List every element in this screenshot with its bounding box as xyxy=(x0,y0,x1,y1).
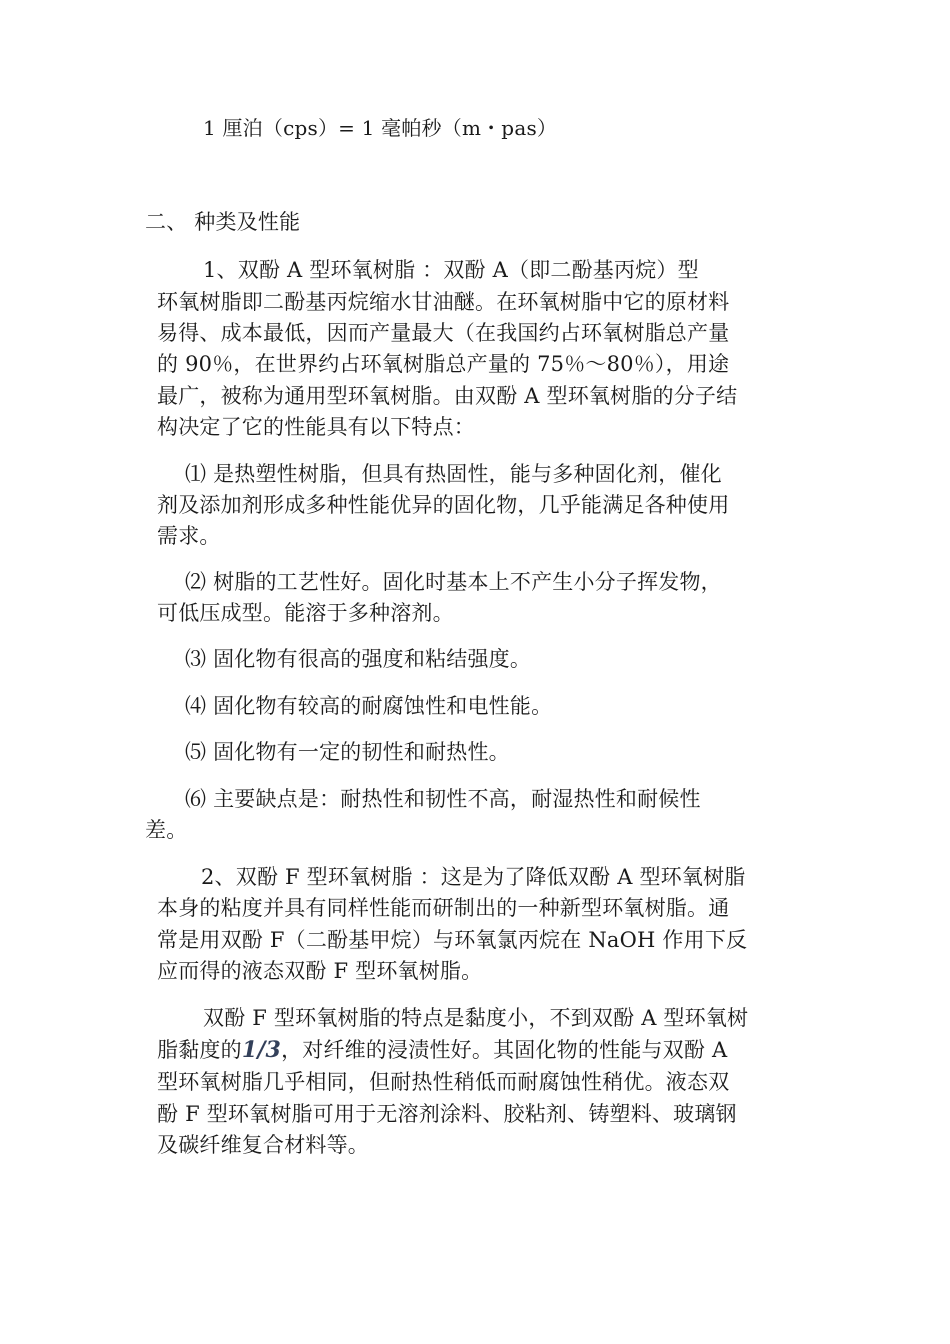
p2-line-1: 2、双酚 F 型环氧树脂 ：这是为了降低双酚 A 型环氧树脂 xyxy=(201,865,746,889)
feature-1-line-2: 剂及添加剂形成多种性能优异的固化物，几乎能满足各种使用 xyxy=(157,493,730,517)
feature-3: ⑶ 固化物有很高的强度和粘结强度。 xyxy=(185,647,532,671)
feature-1-line-3: 需求。 xyxy=(157,524,221,548)
p3-line-1: 双酚 F 型环氧树脂的特点是黏度小，不到双酚 A 型环氧树 xyxy=(203,1006,749,1030)
feature-4: ⑷ 固化物有较高的耐腐蚀性和电性能。 xyxy=(185,694,553,718)
feature-6-line-1: ⑹ 主要缺点是：耐热性和韧性不高，耐湿热性和耐候性 xyxy=(185,787,701,811)
feature-2-line-2: 可低压成型。能溶于多种溶剂。 xyxy=(157,601,454,625)
p3-line-5: 及碳纤维复合材料等。 xyxy=(157,1133,369,1157)
p2-line-4: 应而得的液态双酚 F 型环氧树脂。 xyxy=(157,959,483,983)
feature-1-line-1: ⑴ 是热塑性树脂，但具有热固性，能与多种固化剂，催化 xyxy=(185,462,722,486)
feature-5: ⑸ 固化物有一定的韧性和耐热性。 xyxy=(185,740,510,764)
p3-line-2-start: 脂黏度的 xyxy=(157,1038,242,1062)
p2-line-3: 常是用双酚 F（二酚基甲烷）与环氧氯丙烷在 NaOH 作用下反 xyxy=(157,928,748,952)
section-heading: 二、 种类及性能 xyxy=(145,210,301,234)
p1-line-1: 1、双酚 A 型环氧树脂 ：双酚 A（即二酚基丙烷）型 xyxy=(203,258,699,282)
p1-line-4: 的 90％，在世界约占环氧树脂总产量的 75％～80％），用途 xyxy=(157,352,730,376)
p3-line-4: 酚 F 型环氧树脂可用于无溶剂涂料、胶粘剂、铸塑料、玻璃钢 xyxy=(157,1102,737,1126)
p1-line-6: 构决定了它的性能具有以下特点： xyxy=(157,415,475,439)
feature-6-line-2: 差。 xyxy=(145,818,188,842)
p1-line-3: 易得、成本最低，因而产量最大（在我国约占环氧树脂总产量 xyxy=(157,321,730,345)
p3-line-3: 型环氧树脂几乎相同，但耐热性稍低而耐腐蚀性稍优。液态双 xyxy=(157,1070,730,1094)
p3-line-2-end: ，对纤维的浸渍性好。其固化物的性能与双酚 A xyxy=(281,1038,728,1062)
p2-line-2: 本身的粘度并具有同样性能而研制出的一种新型环氧树脂。通 xyxy=(157,896,730,920)
p3-line-2 xyxy=(157,1034,727,1066)
p1-line-2: 环氧树脂即二酚基丙烷缩水甘油醚。在环氧树脂中它的原材料 xyxy=(157,290,730,314)
one-third-fraction: 1/3 xyxy=(241,1037,282,1063)
feature-2-line-1: ⑵ 树脂的工艺性好。固化时基本上不产生小分子挥发物， xyxy=(185,570,722,594)
unit-conversion-formula: 1 厘泊（cps）= 1 毫帕秒（m・pas） xyxy=(203,116,558,140)
p1-line-5: 最广，被称为通用型环氧树脂。由双酚 A 型环氧树脂的分子结 xyxy=(157,384,738,408)
